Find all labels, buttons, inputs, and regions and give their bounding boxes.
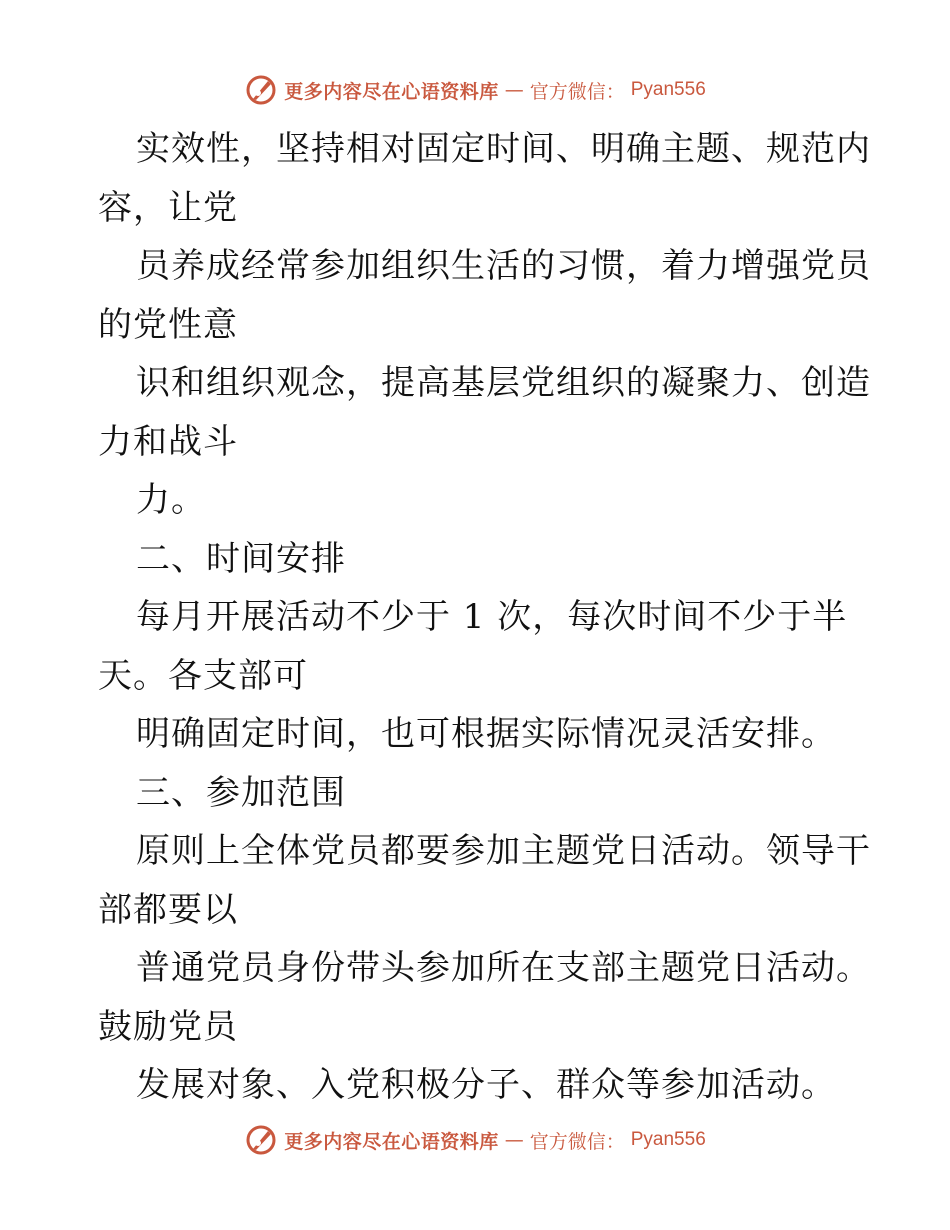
text-line-11: 明确固定时间，也可根据实际情况灵活安排。 — [136, 714, 836, 754]
footer-watermark — [0, 1120, 950, 1160]
text-line-5: 识和组织观念，提高基层党组织的凝聚力、创造 — [136, 363, 871, 403]
quill-circle-logo-icon — [244, 1123, 278, 1157]
text-line-9: 每月开展活动不少于 1 次，每次时间不少于半 — [136, 597, 848, 637]
watermark-wechat-id: Pyan556 — [630, 79, 706, 100]
document-body — [98, 120, 871, 1115]
text-line-1: 实效性，坚持相对固定时间、明确主题、规范内 — [136, 129, 871, 169]
header-watermark — [0, 70, 950, 110]
text-line-4: 的党性意 — [98, 304, 238, 345]
text-line-14: 部都要以 — [98, 889, 238, 930]
watermark-dash: — — [504, 79, 524, 101]
text-line-10: 天。各支部可 — [98, 655, 308, 696]
text-line-13: 原则上全体党员都要参加主题党日活动。领导干 — [136, 831, 871, 871]
text-line-3: 员养成经常参加组织生活的习惯，着力增强党员 — [136, 246, 871, 286]
quill-circle-logo-icon — [244, 73, 278, 107]
watermark-main-text: 更多内容尽在心语资料库 — [284, 80, 499, 103]
text-line-7: 力。 — [136, 480, 206, 520]
section-heading-scope: 三、参加范围 — [136, 772, 346, 813]
watermark-wechat-id: Pyan556 — [630, 1129, 706, 1150]
watermark-wechat-label: 官方微信： — [529, 80, 625, 103]
watermark-main-text: 更多内容尽在心语资料库 — [284, 1130, 499, 1153]
watermark-wechat-label: 官方微信： — [529, 1130, 625, 1153]
text-line-17: 发展对象、入党积极分子、群众等参加活动。 — [136, 1065, 836, 1105]
text-line-6: 力和战斗 — [98, 421, 238, 462]
text-line-16: 鼓励党员 — [98, 1006, 238, 1047]
text-line-2: 容，让党 — [98, 187, 238, 228]
watermark-dash: — — [504, 1129, 524, 1151]
text-line-15: 普通党员身份带头参加所在支部主题党日活动。 — [136, 948, 871, 988]
section-heading-time: 二、时间安排 — [136, 538, 346, 579]
